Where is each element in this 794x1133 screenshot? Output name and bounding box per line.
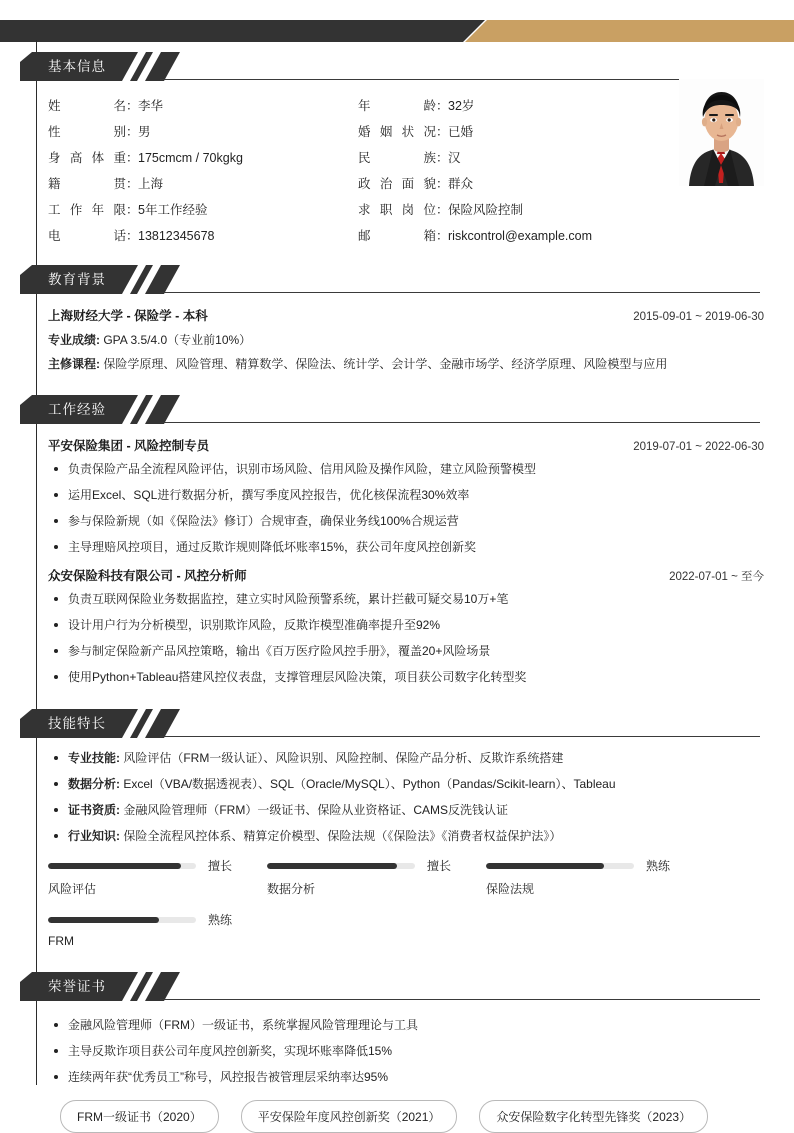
skill-bar-item (267, 857, 486, 897)
work-bullet-list (48, 461, 764, 556)
skill-bar-fill (486, 863, 604, 869)
education-courses-line (48, 355, 764, 373)
info-value-phone: 13812345678 (138, 229, 215, 243)
info-value-gender: 男 (138, 125, 151, 139)
skill-value: 金融风险管理师（FRM）一级证书、保险从业资格证、CAMS反洗钱认证 (123, 803, 509, 817)
section-honors (0, 962, 794, 1133)
info-row (358, 145, 668, 171)
list-item (48, 828, 764, 845)
work-title: 平安保险集团 - 风险控制专员 (48, 439, 210, 453)
basic-info-left-column (48, 93, 358, 249)
skill-bar-row (48, 911, 267, 928)
list-item: 主导理赔风控项目，通过反欺诈规则降低坏账率15%，获公司年度风控创新奖 (48, 539, 764, 556)
info-colon: ： (126, 229, 139, 243)
skill-bar-track (267, 863, 415, 869)
work-entry (48, 436, 764, 556)
skill-bar-name: 数据分析 (267, 882, 316, 896)
info-value-hometown: 上海 (138, 177, 164, 191)
info-value-political: 群众 (448, 177, 474, 191)
work-date: 2019-07-01 ~ 2022-06-30 (633, 441, 764, 453)
section-header-honors (20, 972, 774, 1001)
info-colon: ： (126, 99, 139, 113)
info-colon: ： (126, 151, 139, 165)
info-value-height-weight: 175cmcm / 70kgkg (138, 151, 243, 165)
info-label: 邮 箱 (358, 229, 436, 243)
basic-info-body (48, 81, 764, 249)
skill-bar-level: 擅长 (208, 859, 233, 873)
list-item: 主导反欺诈项目获公司年度风控创新奖，实现坏账率降低15% (48, 1043, 764, 1060)
info-colon: ： (436, 177, 449, 191)
info-label: 身 高 体 重 (48, 151, 126, 165)
info-colon: ： (436, 99, 449, 113)
honor-tag[interactable]: 众安保险数字化转型先锋奖（2023） (479, 1100, 708, 1133)
section-work-experience (0, 379, 794, 686)
section-skills (0, 695, 794, 962)
honor-tag[interactable]: FRM一级证书（2020） (60, 1100, 219, 1133)
work-entry-head (48, 566, 764, 584)
education-courses-value: 保险学原理、风险管理、精算数学、保险法、统计学、会计学、金融市场学、经济学原理、风险模型与应用 (103, 357, 668, 371)
info-value-years: 5年工作经验 (138, 203, 208, 217)
info-row (48, 197, 358, 223)
education-entry (48, 306, 764, 373)
basic-info-grid (48, 93, 668, 249)
section-title: 工作经验 (48, 402, 106, 417)
info-value-position: 保险风险控制 (448, 203, 524, 217)
info-colon: ： (436, 229, 449, 243)
education-courses-label: 主修课程: (48, 357, 100, 371)
avatar (679, 79, 764, 186)
section-title: 教育背景 (48, 272, 106, 287)
skill-bar-name: FRM (48, 934, 74, 948)
section-rule (160, 736, 760, 737)
education-title: 上海财经大学 - 保险学 - 本科 (48, 309, 208, 323)
skill-bar-row (486, 857, 705, 874)
skill-bar-level: 熟练 (208, 913, 233, 927)
section-header-work (20, 395, 774, 424)
list-item (48, 776, 764, 793)
work-body (48, 424, 764, 686)
work-entry-head (48, 436, 764, 454)
skill-value: 保险全流程风控体系、精算定价模型、保险法规（《保险法》《消费者权益保护法》） (123, 829, 562, 843)
section-title: 基本信息 (48, 59, 106, 74)
info-row (48, 93, 358, 119)
skill-label: 行业知识: (68, 829, 120, 843)
info-label: 电 话 (48, 229, 126, 243)
info-colon: ： (436, 125, 449, 139)
info-colon: ： (436, 203, 449, 217)
skill-bar-item (48, 911, 267, 948)
work-entry (48, 566, 764, 686)
list-item: 设计用户行为分析模型，识别欺诈风险，反欺诈模型准确率提升至92% (48, 617, 764, 634)
info-row (358, 93, 668, 119)
skill-bar-name: 风险评估 (48, 882, 97, 896)
list-item: 金融风险管理师（FRM）一级证书，系统掌握风险管理理论与工具 (48, 1017, 764, 1034)
info-label: 姓 名 (48, 99, 126, 113)
skill-bar-fill (48, 917, 159, 923)
info-label: 籍 贯 (48, 177, 126, 191)
honors-bullet-list (48, 1017, 764, 1086)
skill-bar-row (48, 857, 267, 874)
skill-bar-level: 熟练 (646, 859, 671, 873)
list-item: 负责互联网保险业务数据监控，建立实时风险预警系统，累计拦截可疑交易10万+笔 (48, 591, 764, 608)
skill-bar-item (486, 857, 705, 897)
basic-info-right-column (358, 93, 668, 249)
skill-bars (48, 857, 764, 962)
info-row (358, 223, 668, 249)
list-item: 参与保险新规（如《保险法》修订）合规审查，确保业务线100%合规运营 (48, 513, 764, 530)
skill-label: 数据分析: (68, 777, 120, 791)
section-rule (160, 292, 760, 293)
section-title: 技能特长 (48, 716, 106, 731)
info-label: 婚 姻 状 况 (358, 125, 436, 139)
section-rule (160, 422, 760, 423)
skill-label: 专业技能: (68, 751, 120, 765)
list-item: 使用Python+Tableau搭建风控仪表盘，支撑管理层风险决策，项目获公司数字化转型奖 (48, 669, 764, 686)
list-item: 运用Excel、SQL进行数据分析，撰写季度风控报告，优化核保流程30%效率 (48, 487, 764, 504)
honors-body (48, 1001, 764, 1133)
info-label: 年 龄 (358, 99, 436, 113)
info-row (48, 223, 358, 249)
work-date: 2022-07-01 ~ 至今 (669, 571, 764, 583)
education-gpa-value: GPA 3.5/4.0（专业前10%） (103, 333, 252, 347)
honor-tag[interactable]: 平安保险年度风控创新奖（2021） (241, 1100, 458, 1133)
info-label: 求 职 岗 位 (358, 203, 436, 217)
education-gpa-label: 专业成绩: (48, 333, 100, 347)
info-row (48, 171, 358, 197)
info-label: 民 族 (358, 151, 436, 165)
info-value-email: riskcontrol@example.com (448, 229, 592, 243)
info-row (358, 119, 668, 145)
work-title: 众安保险科技有限公司 - 风控分析师 (48, 569, 247, 583)
info-value-name: 李华 (138, 99, 164, 113)
section-rule (160, 999, 760, 1000)
work-bullet-list (48, 591, 764, 686)
info-colon: ： (126, 203, 139, 217)
skill-bar-fill (267, 863, 397, 869)
section-header-basic (20, 52, 774, 81)
info-value-marital: 已婚 (448, 125, 474, 139)
skill-value: Excel（VBA/数据透视表）、SQL（Oracle/MySQL）、Python（Pandas/Scikit-learn）、Tableau (123, 777, 616, 791)
skills-body (48, 738, 764, 962)
info-value-ethnicity: 汉 (448, 151, 461, 165)
list-item (48, 802, 764, 819)
education-body (48, 294, 764, 373)
list-item: 负责保险产品全流程风险评估，识别市场风险、信用风险及操作风险，建立风险预警模型 (48, 461, 764, 478)
info-label: 政 治 面 貌 (358, 177, 436, 191)
info-colon: ： (126, 125, 139, 139)
section-title: 荣誉证书 (48, 979, 106, 994)
education-entry-head (48, 306, 764, 324)
skill-bar-track (48, 917, 196, 923)
list-item: 连续两年获“优秀员工”称号，风控报告被管理层采纳率达95% (48, 1069, 764, 1086)
skill-bar-level: 擅长 (427, 859, 452, 873)
info-row (358, 171, 668, 197)
section-rule (160, 79, 760, 80)
info-colon: ： (126, 177, 139, 191)
skill-bar-row (267, 857, 486, 874)
info-row (358, 197, 668, 223)
skill-bar-item (48, 857, 267, 897)
skill-bar-track (48, 863, 196, 869)
section-header-skills (20, 709, 774, 738)
info-row (48, 119, 358, 145)
list-item (48, 750, 764, 767)
skill-label: 证书资质: (68, 803, 120, 817)
info-label: 工 作 年 限 (48, 203, 126, 217)
skill-value: 风险评估（FRM一级认证）、风险识别、风险控制、保险产品分析、反欺诈系统搭建 (123, 751, 564, 765)
honor-tag-list (60, 1100, 764, 1133)
skills-bullet-list (48, 750, 764, 845)
skill-bar-fill (48, 863, 181, 869)
info-colon: ： (436, 151, 449, 165)
info-row (48, 145, 358, 171)
list-item: 参与制定保险新产品风控策略，输出《百万医疗险风控手册》，覆盖20+风险场景 (48, 643, 764, 660)
education-date: 2015-09-01 ~ 2019-06-30 (633, 311, 764, 323)
info-value-age: 32岁 (448, 99, 475, 113)
section-education (0, 249, 794, 373)
skill-bar-name: 保险法规 (486, 882, 535, 896)
section-header-education (20, 265, 774, 294)
skill-bar-track (486, 863, 634, 869)
info-label: 性 别 (48, 125, 126, 139)
education-gpa-line (48, 331, 764, 349)
section-basic-info (0, 0, 794, 249)
